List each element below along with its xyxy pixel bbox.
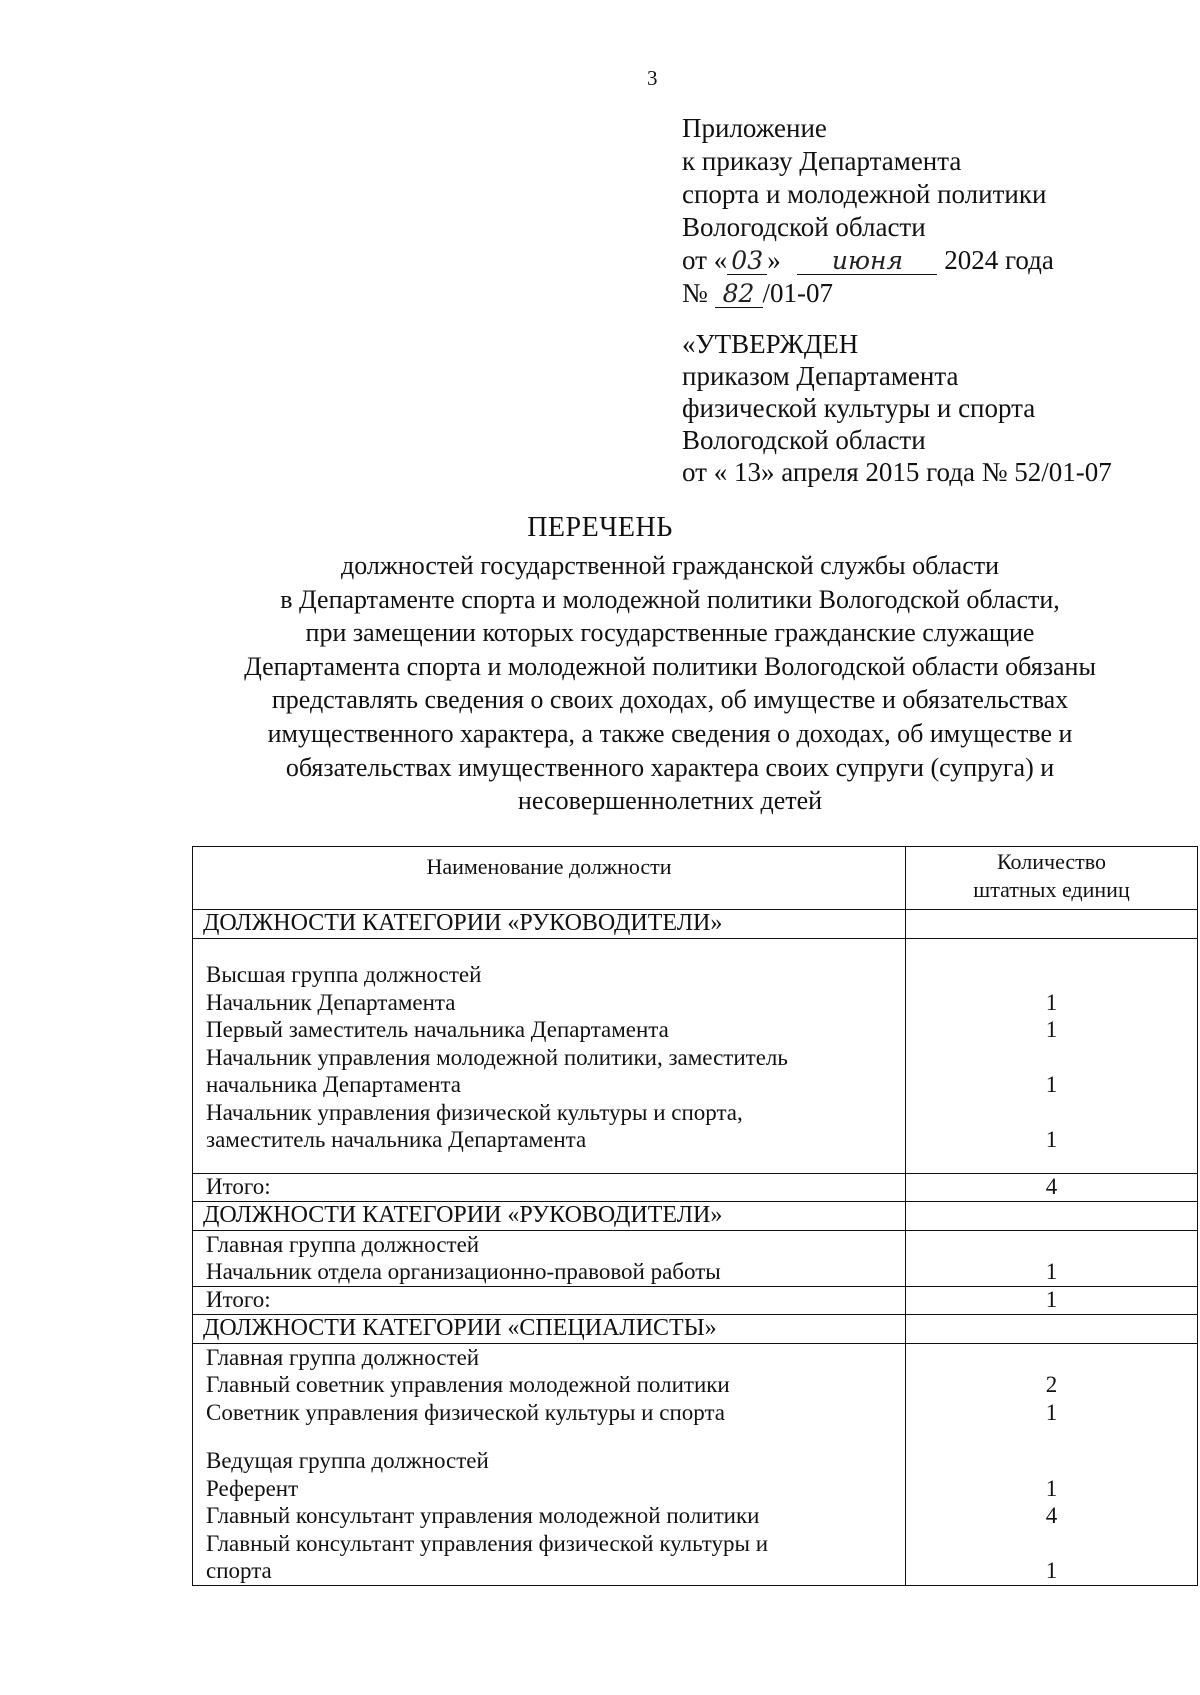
category-name: ДОЛЖНОСТИ КАТЕГОРИИ «СПЕЦИАЛИСТЫ» xyxy=(193,1314,906,1343)
position-name: Начальник управления физической культуры и спорта, xyxy=(206,1099,743,1125)
category-count xyxy=(906,1201,1198,1230)
total-row xyxy=(193,1173,1198,1201)
table-row xyxy=(193,1230,1198,1286)
category-count xyxy=(906,1314,1198,1343)
approved-line: от « 13» апреля 2015 года № 52/01-07 xyxy=(682,457,1112,487)
position-count: 1 xyxy=(1045,989,1058,1015)
position-count: 1 xyxy=(1045,1127,1058,1152)
appendix-line: Приложение xyxy=(682,113,827,143)
appendix-line: к приказу Департамента xyxy=(682,146,962,176)
position-name: Высшая группа должностей xyxy=(206,962,482,987)
position-name: Начальник отдела организационно-правовой работы xyxy=(206,1259,721,1284)
number-suffix: /01-07 xyxy=(762,278,834,308)
category-row xyxy=(193,1201,1198,1230)
date-year: 2024 года xyxy=(944,245,1054,275)
position-name: Ведущая группа должностей xyxy=(206,1448,489,1473)
header-position: Наименование должности xyxy=(193,847,906,910)
position-count xyxy=(906,1044,1197,1072)
position-name: Первый заместитель начальника Департамента xyxy=(206,1017,669,1042)
counts-cell xyxy=(906,1343,1198,1585)
total-count: 1 xyxy=(906,1286,1198,1314)
counts-cell xyxy=(906,1230,1198,1286)
position-name: Главный советник управления молодежной политики xyxy=(206,1372,730,1397)
table-row xyxy=(193,1343,1198,1585)
position-name: Главная группа должностей xyxy=(206,1344,480,1370)
table-header-row xyxy=(193,847,1198,910)
position-count: 2 xyxy=(1045,1372,1058,1397)
category-name: ДОЛЖНОСТИ КАТЕГОРИИ «РУКОВОДИТЕЛИ» xyxy=(193,910,906,939)
document-subtitle xyxy=(180,549,1160,818)
subtitle-line: Департамента спорта и молодежной политики Вологодской области обязаны xyxy=(244,651,1096,681)
number-prefix: № xyxy=(682,278,708,308)
position-count: 1 xyxy=(1045,1558,1058,1583)
appendix-number xyxy=(682,277,1054,310)
category-name: ДОЛЖНОСТИ КАТЕГОРИИ «РУКОВОДИТЕЛИ» xyxy=(193,1201,906,1230)
positions-cell xyxy=(193,1343,906,1585)
subtitle-line: при замещении которых государственные гражданские служащие xyxy=(305,618,1035,648)
category-row xyxy=(193,910,1198,939)
total-row xyxy=(193,1286,1198,1314)
position-name: заместитель начальника Департамента xyxy=(206,1127,587,1152)
header-count-line: штатных единиц xyxy=(973,877,1130,902)
subtitle-line: в Департаменте спорта и молодежной политики Вологодской области, xyxy=(280,584,1060,614)
subtitle-line: представлять сведения о своих доходах, об имуществе и обязательствах xyxy=(271,685,1069,715)
header-count-line: Количество xyxy=(996,849,1107,874)
appendix-line: спорта и молодежной политики xyxy=(682,179,1047,209)
date-prefix: от « xyxy=(682,245,728,275)
approved-line: «УТВЕРЖДЕН xyxy=(682,329,859,359)
subtitle-line: обязательствах имущественного характера своих супруги (супруга) и xyxy=(285,752,1055,782)
appendix-line: Вологодской области xyxy=(682,212,926,242)
subtitle-line: должностей государственной гражданской службы области xyxy=(340,551,1000,580)
position-name: спорта xyxy=(206,1558,272,1583)
appendix-date xyxy=(682,244,1054,277)
position-count: 1 xyxy=(1045,1017,1058,1042)
position-count: 1 xyxy=(1045,1475,1058,1501)
position-count: 4 xyxy=(1045,1503,1058,1528)
position-name: Начальник Департамента xyxy=(206,989,456,1015)
handwritten-number: 82 xyxy=(715,281,763,308)
counts-cell xyxy=(906,939,1198,1174)
approved-line: Вологодской области xyxy=(682,425,926,455)
position-name: Советник управления физической культуры и спорта xyxy=(206,1399,725,1425)
position-name: Начальник управления молодежной политики, заместитель xyxy=(206,1044,788,1070)
subtitle-line: имущественного характера, а также сведения о доходах, об имуществе и xyxy=(267,718,1073,748)
handwritten-month: июня xyxy=(797,248,937,275)
total-label: Итого: xyxy=(193,1173,906,1201)
position-name: Главный консультант управления молодежной политики xyxy=(206,1503,760,1528)
position-name: Главный консультант управления физической культуры и xyxy=(206,1530,769,1556)
position-count: 1 xyxy=(1045,1259,1058,1284)
approved-line: физической культуры и спорта xyxy=(682,393,1036,423)
document-title: ПЕРЕЧЕНЬ xyxy=(527,512,673,543)
approved-block xyxy=(682,328,1112,488)
total-label: Итого: xyxy=(193,1286,906,1314)
position-count xyxy=(906,1099,1197,1127)
position-count xyxy=(906,1447,1197,1475)
category-row xyxy=(193,1314,1198,1343)
positions-cell xyxy=(193,1230,906,1286)
position-count: 1 xyxy=(1045,1072,1058,1097)
positions-table xyxy=(192,846,1198,1586)
appendix-block xyxy=(682,112,1054,310)
header-count xyxy=(906,847,1198,910)
date-mid: » xyxy=(767,245,781,275)
position-name: Референт xyxy=(206,1475,299,1501)
position-count: 1 xyxy=(1045,1399,1058,1425)
table-row xyxy=(193,939,1198,1174)
subtitle-line: несовершеннолетних детей xyxy=(517,786,823,816)
positions-cell xyxy=(193,939,906,1174)
total-count: 4 xyxy=(906,1173,1198,1201)
position-name: Главная группа должностей xyxy=(206,1231,480,1257)
page-number: 3 xyxy=(647,66,658,90)
approved-line: приказом Департамента xyxy=(682,361,959,391)
position-count xyxy=(906,1231,1197,1259)
position-count xyxy=(906,1344,1197,1372)
category-count xyxy=(906,910,1198,939)
positions-table-wrapper xyxy=(192,846,1197,1586)
position-count xyxy=(906,1530,1197,1558)
position-name: начальника Департамента xyxy=(206,1072,461,1097)
position-count xyxy=(906,961,1197,989)
handwritten-day: 03 xyxy=(727,248,767,275)
